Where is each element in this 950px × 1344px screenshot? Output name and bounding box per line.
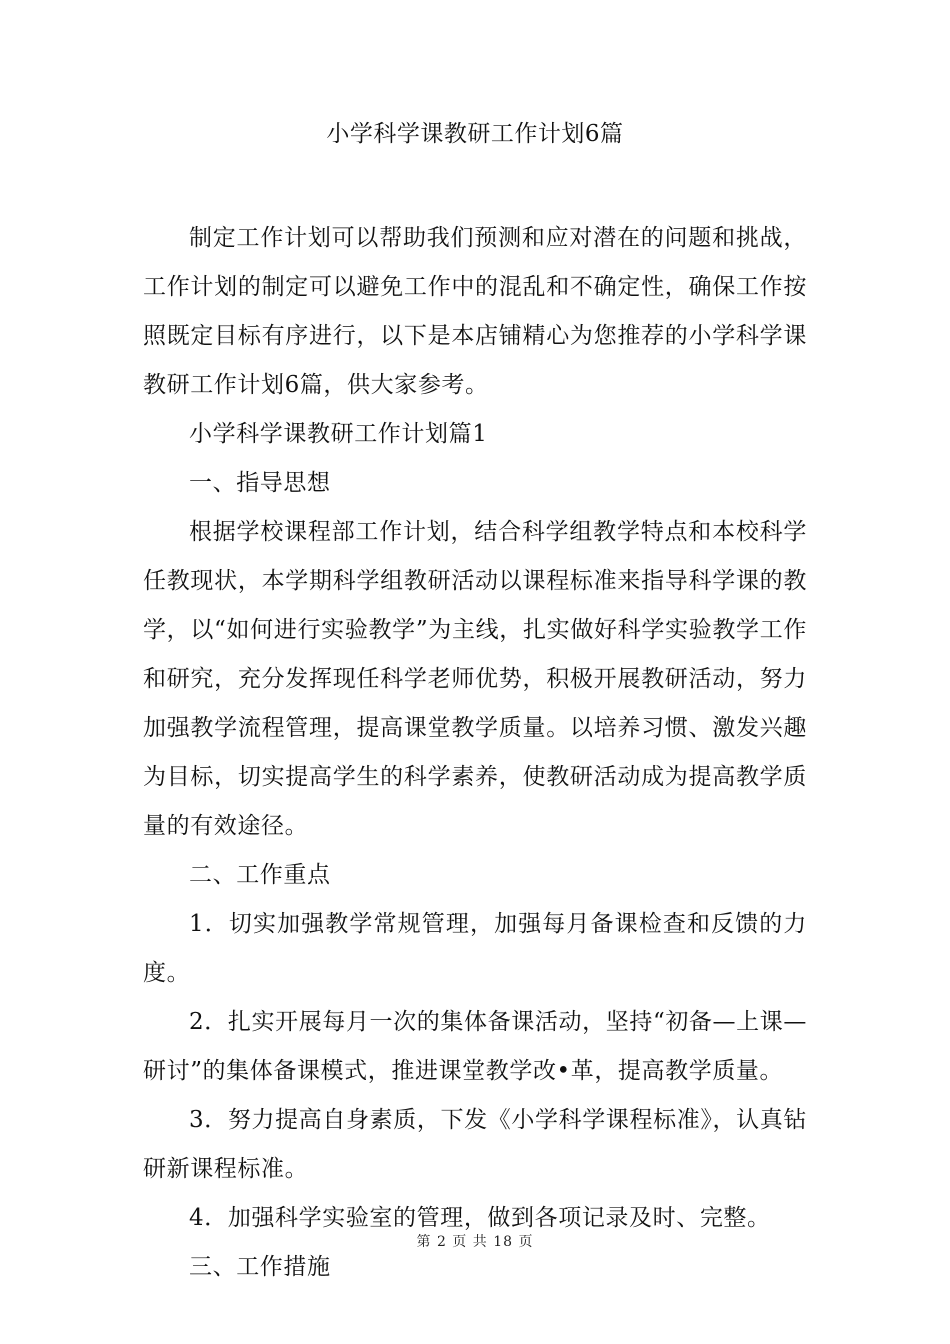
guiding-ideology-paragraph: 根据学校课程部工作计划，结合科学组教学特点和本校科学任教现状，本学期科学组教研活动以课程标准来指导科学课的教学，以“如何进行实验教学”为主线，扎实做好科学实验教学工作和研究，充分发挥现任科学老师优势，积极开展教研活动，努力加强教学流程管理，提高课堂教学质量。以培养习惯、激发兴趣为目标，切实提高学生的科学素养，使教研活动成为提高教学质量的有效途径。	[143, 519, 807, 839]
page-title: 小学科学课教研工作计划6篇	[326, 121, 624, 147]
section-heading-plan-1: 小学科学课教研工作计划篇1	[189, 421, 488, 447]
intro-paragraph: 制定工作计划可以帮助我们预测和应对潜在的问题和挑战，工作计划的制定可以避免工作中的混乱和不确定性，确保工作按照既定目标有序进行，以下是本店铺精心为您推荐的小学科学课教研工作计划6篇，供大家参考。	[143, 225, 807, 398]
list-item: 1．切实加强教学常规管理，加强每月备课检查和反馈的力度。	[143, 911, 807, 986]
page-footer: 第 2 页 共 18 页	[416, 1234, 534, 1250]
section-heading-work-measures: 三、工作措施	[189, 1254, 331, 1280]
list-item: 4．加强科学实验室的管理，做到各项记录及时、完整。	[189, 1205, 771, 1231]
section-heading-work-focus: 二、工作重点	[189, 862, 331, 888]
list-item: 2．扎实开展每月一次的集体备课活动，坚持“初备—上课—研讨”的集体备课模式，推进课堂教学改•革，提高教学质量。	[143, 1009, 807, 1084]
list-item: 3．努力提高自身素质，下发《小学科学课程标准》，认真钻研新课程标准。	[143, 1107, 807, 1182]
section-heading-guiding-ideology: 一、指导思想	[189, 470, 331, 496]
document-body	[143, 214, 807, 1292]
